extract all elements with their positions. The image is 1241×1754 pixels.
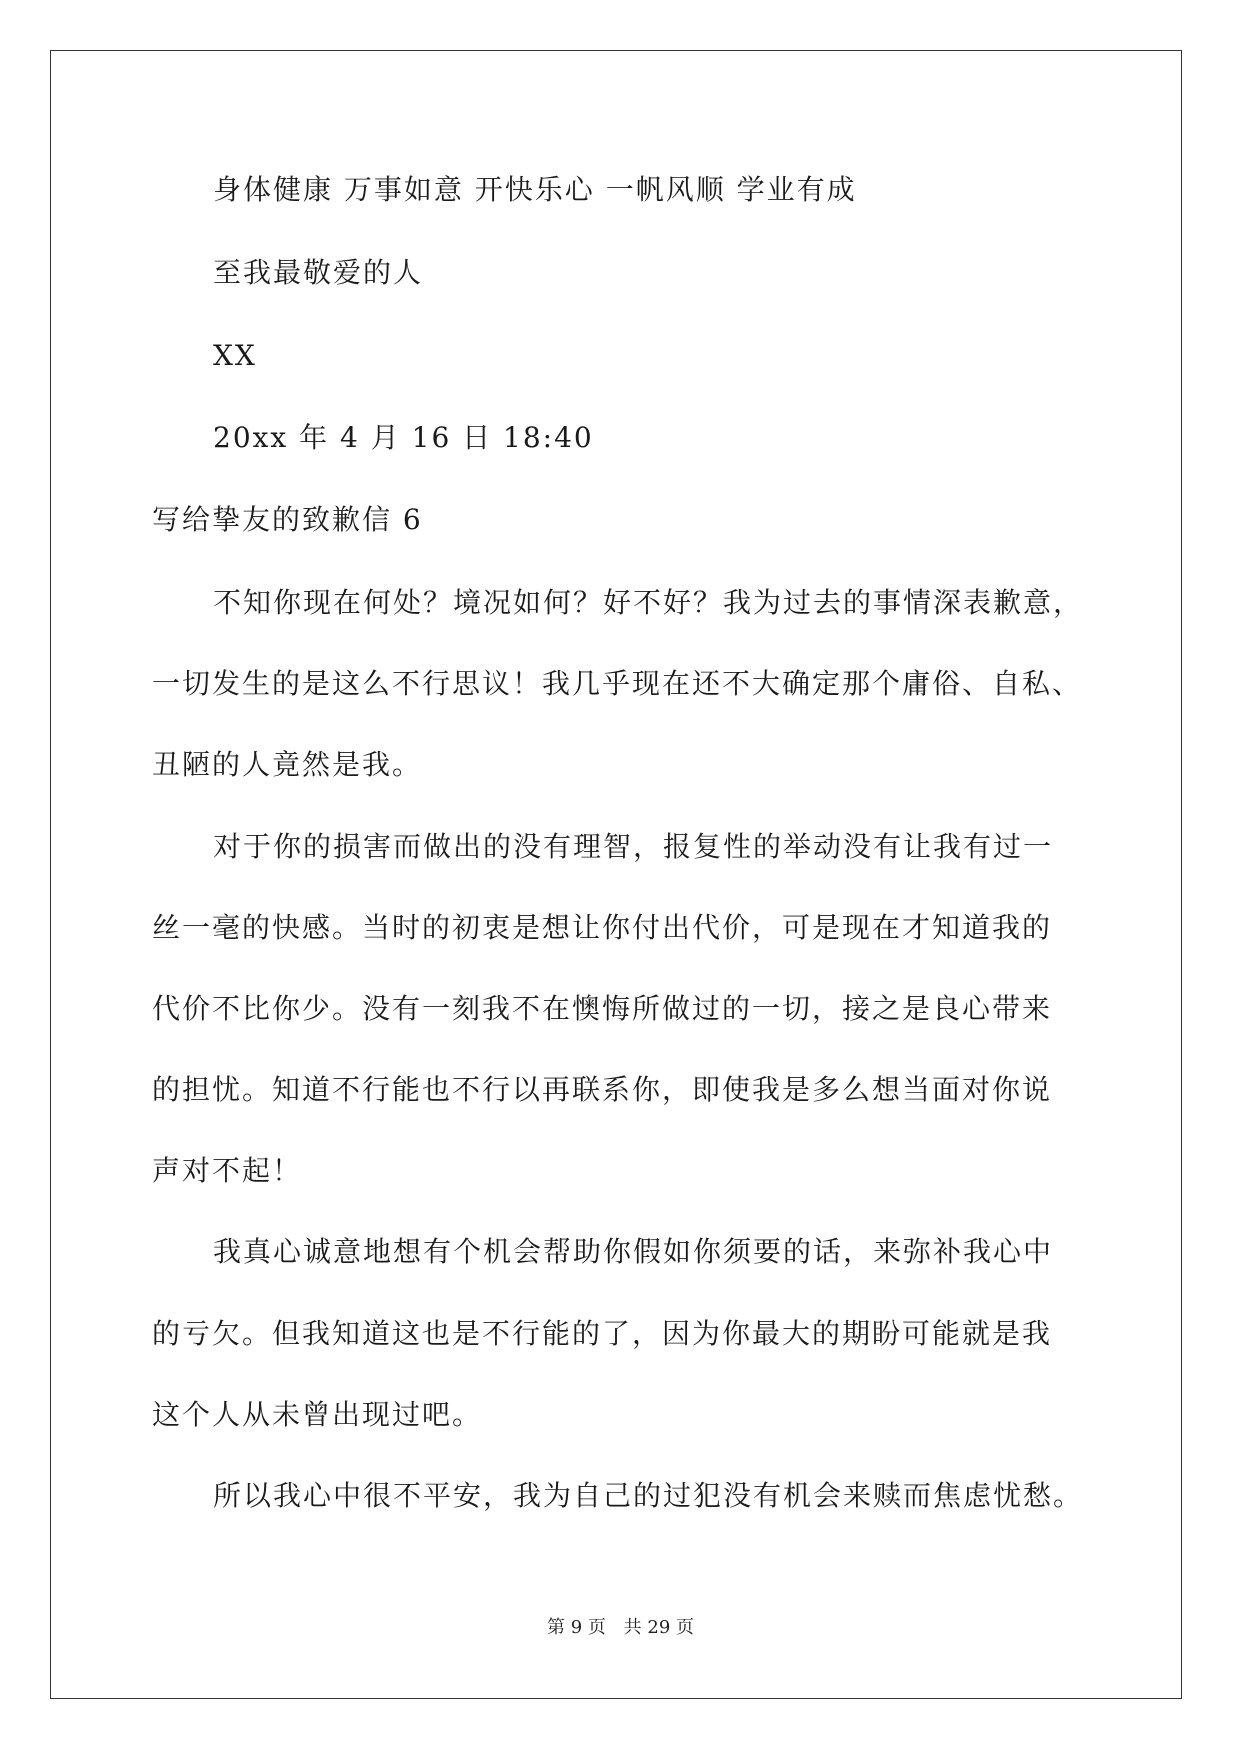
page-number-current: 第 9 页 xyxy=(547,1617,606,1638)
page-number-total: 共 29 页 xyxy=(623,1617,694,1638)
paragraph-line: 声对不起！ xyxy=(152,1154,303,1187)
paragraph-line: 对于你的损害而做出的没有理智，报复性的举动没有让我有过一 xyxy=(213,830,1054,863)
paragraph-line: 所以我心中很不平安，我为自己的过犯没有机会来赎而焦虑忧愁。 xyxy=(213,1479,1084,1512)
section-title: 写给挚友的致歉信 6 xyxy=(152,503,423,536)
closing-signature: XX xyxy=(213,339,257,372)
paragraph-line: 的亏欠。但我知道这也是不行能的了，因为你最大的期盼可能就是我 xyxy=(152,1317,1053,1350)
paragraph-line: 不知你现在何处？境况如何？好不好？我为过去的事情深表歉意， xyxy=(213,586,1084,619)
paragraph-line: 丝一毫的快感。当时的初衷是想让你付出代价，可是现在才知道我的 xyxy=(152,911,1053,944)
closing-wishes: 身体健康 万事如意 开快乐心 一帆风顺 学业有成 xyxy=(213,173,857,206)
paragraph-line: 我真心诚意地想有个机会帮助你假如你须要的话，来弥补我心中 xyxy=(213,1235,1054,1268)
page-border xyxy=(50,50,1182,1699)
paragraph-line: 的担忧。知道不行能也不行以再联系你，即使我是多么想当面对你说 xyxy=(152,1073,1053,1106)
closing-dedication: 至我最敬爱的人 xyxy=(213,256,424,289)
paragraph-line: 代价不比你少。没有一刻我不在懊悔所做过的一切，接之是良心带来 xyxy=(152,992,1053,1025)
paragraph-line: 一切发生的是这么不行思议！我几乎现在还不大确定那个庸俗、自私、 xyxy=(152,667,1083,700)
paragraph-line: 这个人从未曾出现过吧。 xyxy=(152,1398,483,1431)
closing-date: 20xx 年 4 月 16 日 18:40 xyxy=(213,421,594,454)
paragraph-line: 丑陋的人竟然是我。 xyxy=(152,748,423,781)
page-footer xyxy=(0,1616,1241,1640)
